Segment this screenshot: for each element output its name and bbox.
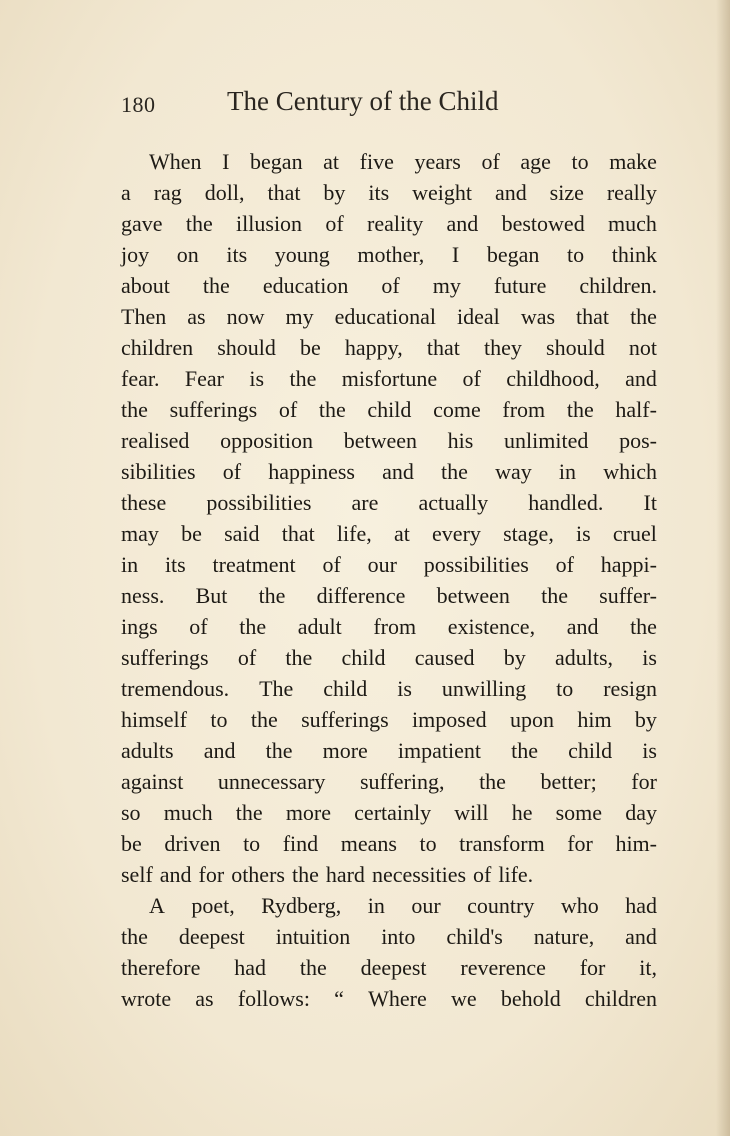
word: behold — [500, 986, 561, 1011]
word: he — [511, 800, 533, 825]
word: A — [149, 893, 165, 918]
text-line — [121, 952, 657, 983]
word: the — [299, 955, 327, 980]
word: joy — [121, 242, 150, 267]
word: of — [278, 397, 298, 422]
word: and — [625, 366, 657, 391]
word: impatient — [397, 738, 482, 763]
page-header — [121, 86, 591, 120]
word: its — [368, 180, 390, 205]
word: better; — [540, 769, 597, 794]
word: the — [630, 304, 657, 329]
text-line — [121, 363, 657, 394]
word: means — [340, 831, 397, 856]
word: When — [149, 149, 202, 174]
word: at — [393, 521, 410, 546]
word: child — [341, 645, 386, 670]
word: unnecessary — [217, 769, 326, 794]
word: about — [121, 273, 170, 298]
word: years — [414, 149, 461, 174]
word: every — [432, 521, 481, 546]
word: tremendous. — [121, 676, 230, 701]
word: illusion — [236, 211, 303, 236]
text-line — [121, 146, 657, 177]
word: as — [187, 304, 206, 329]
word: our — [367, 552, 397, 577]
text-line — [121, 332, 657, 363]
word: find — [282, 831, 319, 856]
text-line — [121, 394, 657, 425]
word: should — [546, 335, 605, 360]
word: realised — [121, 428, 190, 453]
word: to — [571, 149, 589, 174]
word: from — [502, 397, 546, 422]
word: the — [121, 397, 148, 422]
word: against — [121, 769, 184, 794]
word: suffer- — [599, 583, 657, 608]
text-line — [121, 270, 657, 301]
word: treatment — [212, 552, 296, 577]
word: be — [121, 831, 142, 856]
word: the — [289, 366, 317, 391]
word: and — [382, 459, 414, 484]
word: to — [566, 242, 585, 267]
word: sufferings — [301, 707, 389, 732]
word: education — [262, 273, 349, 298]
word: It — [643, 490, 657, 515]
text-line — [121, 301, 657, 332]
word: of — [325, 211, 344, 236]
word: therefore — [121, 955, 201, 980]
word: size — [549, 180, 584, 205]
word: caused — [414, 645, 475, 670]
word: be — [181, 521, 202, 546]
word: much — [163, 800, 213, 825]
word: is — [397, 676, 412, 701]
text-line — [121, 704, 657, 735]
word: resign — [603, 676, 657, 701]
word: for — [567, 831, 593, 856]
word: happiness — [268, 459, 355, 484]
word: of — [481, 149, 500, 174]
word: in — [121, 552, 139, 577]
text-line — [121, 797, 657, 828]
word: is — [249, 366, 265, 391]
word: day — [625, 800, 657, 825]
word: deepest — [178, 924, 245, 949]
word: the — [479, 769, 506, 794]
word: ideal — [457, 304, 500, 329]
word: future — [493, 273, 547, 298]
word: our — [411, 893, 441, 918]
word: the — [121, 924, 148, 949]
word: that — [426, 335, 460, 360]
word: sibilities — [121, 459, 196, 484]
word: of — [222, 459, 242, 484]
word: now — [226, 304, 265, 329]
text-line — [121, 673, 657, 704]
word: ings — [121, 614, 158, 639]
word: the — [318, 397, 346, 422]
word: it, — [639, 955, 657, 980]
word: is — [642, 738, 657, 763]
word: fear. — [121, 366, 160, 391]
text-line — [121, 456, 657, 487]
word: doll, — [204, 180, 245, 205]
word: poet, — [191, 893, 235, 918]
text-line — [121, 177, 657, 208]
word: the — [235, 800, 263, 825]
word: for — [631, 769, 657, 794]
word: himself — [121, 707, 187, 732]
word: the — [291, 862, 319, 887]
word: bestowed — [501, 211, 585, 236]
word: to — [419, 831, 437, 856]
word: age — [520, 149, 551, 174]
word: life, — [336, 521, 372, 546]
word: sufferings — [121, 645, 209, 670]
word: children — [121, 335, 194, 360]
text-line — [121, 208, 657, 239]
word: child — [367, 397, 412, 422]
word: come — [433, 397, 481, 422]
word: children. — [579, 273, 657, 298]
word: by — [323, 180, 346, 205]
word: and — [494, 180, 527, 205]
word: make — [609, 149, 657, 174]
text-line — [121, 549, 657, 580]
word: the — [441, 459, 468, 484]
word: they — [484, 335, 522, 360]
word: that — [267, 180, 301, 205]
word: for — [198, 862, 225, 887]
word: misfortune — [341, 366, 438, 391]
word: which — [603, 459, 657, 484]
word: child — [323, 676, 368, 701]
word: between — [343, 428, 417, 453]
word: the — [202, 273, 230, 298]
running-title: The Century of the Child — [227, 86, 499, 116]
word: certainly — [354, 800, 432, 825]
word: reality — [367, 211, 424, 236]
word: so — [121, 800, 141, 825]
word: had — [234, 955, 266, 980]
word: Then — [121, 304, 167, 329]
word: child's — [446, 924, 503, 949]
text-line — [121, 735, 657, 766]
word: life. — [498, 862, 534, 887]
word: to — [556, 676, 574, 701]
word: is — [642, 645, 657, 670]
word: think — [611, 242, 657, 267]
page-number: 180 — [121, 92, 156, 117]
word: difference — [316, 583, 406, 608]
word: unlimited — [504, 428, 589, 453]
word: opposition — [220, 428, 313, 453]
word: of — [322, 552, 341, 577]
word: pos- — [619, 428, 657, 453]
word: of — [462, 366, 481, 391]
word: country — [467, 893, 535, 918]
word: happy, — [344, 335, 403, 360]
word: stage, — [503, 521, 554, 546]
word: The — [259, 676, 294, 701]
word: for — [579, 955, 606, 980]
word: that — [281, 521, 315, 546]
word: began — [250, 149, 303, 174]
text-line — [121, 828, 657, 859]
word: and — [203, 738, 236, 763]
word: by — [503, 645, 526, 670]
word: in — [558, 459, 577, 484]
word: had — [625, 893, 657, 918]
word: reverence — [460, 955, 546, 980]
word: by — [634, 707, 657, 732]
word: adults — [121, 738, 174, 763]
word: be — [300, 335, 321, 360]
word: suffering, — [359, 769, 445, 794]
text-line — [121, 580, 657, 611]
word: the — [185, 211, 213, 236]
text-line — [121, 642, 657, 673]
word: follows: — [237, 986, 310, 1011]
word: of — [189, 614, 208, 639]
word: unwilling — [441, 676, 527, 701]
word: child — [568, 738, 613, 763]
word: more — [285, 800, 332, 825]
word: nature, — [533, 924, 595, 949]
word: some — [555, 800, 603, 825]
word: I — [222, 149, 230, 174]
body-text — [121, 146, 657, 1014]
word: on — [176, 242, 199, 267]
word: may — [121, 521, 159, 546]
word: ness. — [121, 583, 165, 608]
word: imposed — [412, 707, 487, 732]
word: a — [121, 180, 131, 205]
word: of — [473, 862, 492, 887]
text-line — [121, 921, 657, 952]
text-line — [121, 983, 657, 1014]
word: happi- — [600, 552, 657, 577]
text-line — [121, 611, 657, 642]
word: the — [566, 397, 594, 422]
word: childhood, — [506, 366, 600, 391]
word: and — [159, 862, 192, 887]
word: to — [210, 707, 228, 732]
word: him — [577, 707, 612, 732]
word: upon — [509, 707, 554, 732]
word: existence, — [447, 614, 536, 639]
word: and — [566, 614, 599, 639]
word: adults, — [554, 645, 614, 670]
word: handled. — [528, 490, 604, 515]
word: between — [436, 583, 510, 608]
word: transform — [459, 831, 545, 856]
word: not — [628, 335, 657, 360]
word: hard — [325, 862, 365, 887]
word: of — [237, 645, 257, 670]
word: and — [446, 211, 479, 236]
word: the — [258, 583, 286, 608]
word: is — [576, 521, 591, 546]
word: are — [351, 490, 379, 515]
word: Rydberg, — [261, 893, 342, 918]
word: more — [322, 738, 368, 763]
word: possibilities — [423, 552, 529, 577]
word: five — [359, 149, 394, 174]
word: my — [432, 273, 461, 298]
word: its — [226, 242, 248, 267]
word: the — [265, 738, 293, 763]
word: But — [195, 583, 228, 608]
word: I — [451, 242, 460, 267]
word: “ — [334, 986, 344, 1011]
word: cruel — [612, 521, 657, 546]
text-line — [121, 766, 657, 797]
word: self — [121, 862, 153, 887]
word: in — [367, 893, 385, 918]
word: others — [231, 862, 285, 887]
word: from — [373, 614, 417, 639]
page-edge-shadow — [716, 0, 730, 1136]
word: mother, — [357, 242, 425, 267]
word: its — [164, 552, 186, 577]
word: way — [495, 459, 532, 484]
word: rag — [153, 180, 182, 205]
text-line — [121, 239, 657, 270]
word: children — [584, 986, 657, 1011]
word: the — [630, 614, 657, 639]
word: into — [381, 924, 416, 949]
word: at — [323, 149, 340, 174]
word: that — [576, 304, 610, 329]
word: should — [217, 335, 276, 360]
word: wrote — [121, 986, 172, 1011]
word: much — [608, 211, 657, 236]
word: the — [239, 614, 267, 639]
word: as — [195, 986, 214, 1011]
word: was — [520, 304, 556, 329]
word: who — [560, 893, 599, 918]
word: necessities — [371, 862, 467, 887]
text-line — [121, 859, 657, 890]
word: Fear — [184, 366, 224, 391]
word: of — [555, 552, 574, 577]
word: these — [121, 490, 167, 515]
word: his — [447, 428, 474, 453]
word: weight — [412, 180, 472, 205]
word: to — [243, 831, 261, 856]
word: the — [250, 707, 278, 732]
word: the — [541, 583, 568, 608]
word: half- — [615, 397, 657, 422]
word: gave — [121, 211, 163, 236]
text-line — [121, 487, 657, 518]
word: intuition — [275, 924, 351, 949]
word: deepest — [360, 955, 427, 980]
word: the — [511, 738, 539, 763]
text-line — [121, 890, 657, 921]
text-line — [121, 518, 657, 549]
text-line — [121, 425, 657, 456]
word: my — [285, 304, 314, 329]
word: sufferings — [169, 397, 258, 422]
word: of — [381, 273, 400, 298]
word: adult — [297, 614, 342, 639]
word: actually — [418, 490, 489, 515]
word: possibilities — [206, 490, 312, 515]
word: driven — [164, 831, 221, 856]
word: we — [450, 986, 477, 1011]
word: began — [486, 242, 540, 267]
word: Where — [368, 986, 427, 1011]
word: him- — [615, 831, 657, 856]
word: will — [454, 800, 489, 825]
word: young — [274, 242, 330, 267]
word: and — [625, 924, 657, 949]
word: educational — [334, 304, 437, 329]
word: really — [606, 180, 657, 205]
word: said — [224, 521, 260, 546]
word: the — [285, 645, 313, 670]
